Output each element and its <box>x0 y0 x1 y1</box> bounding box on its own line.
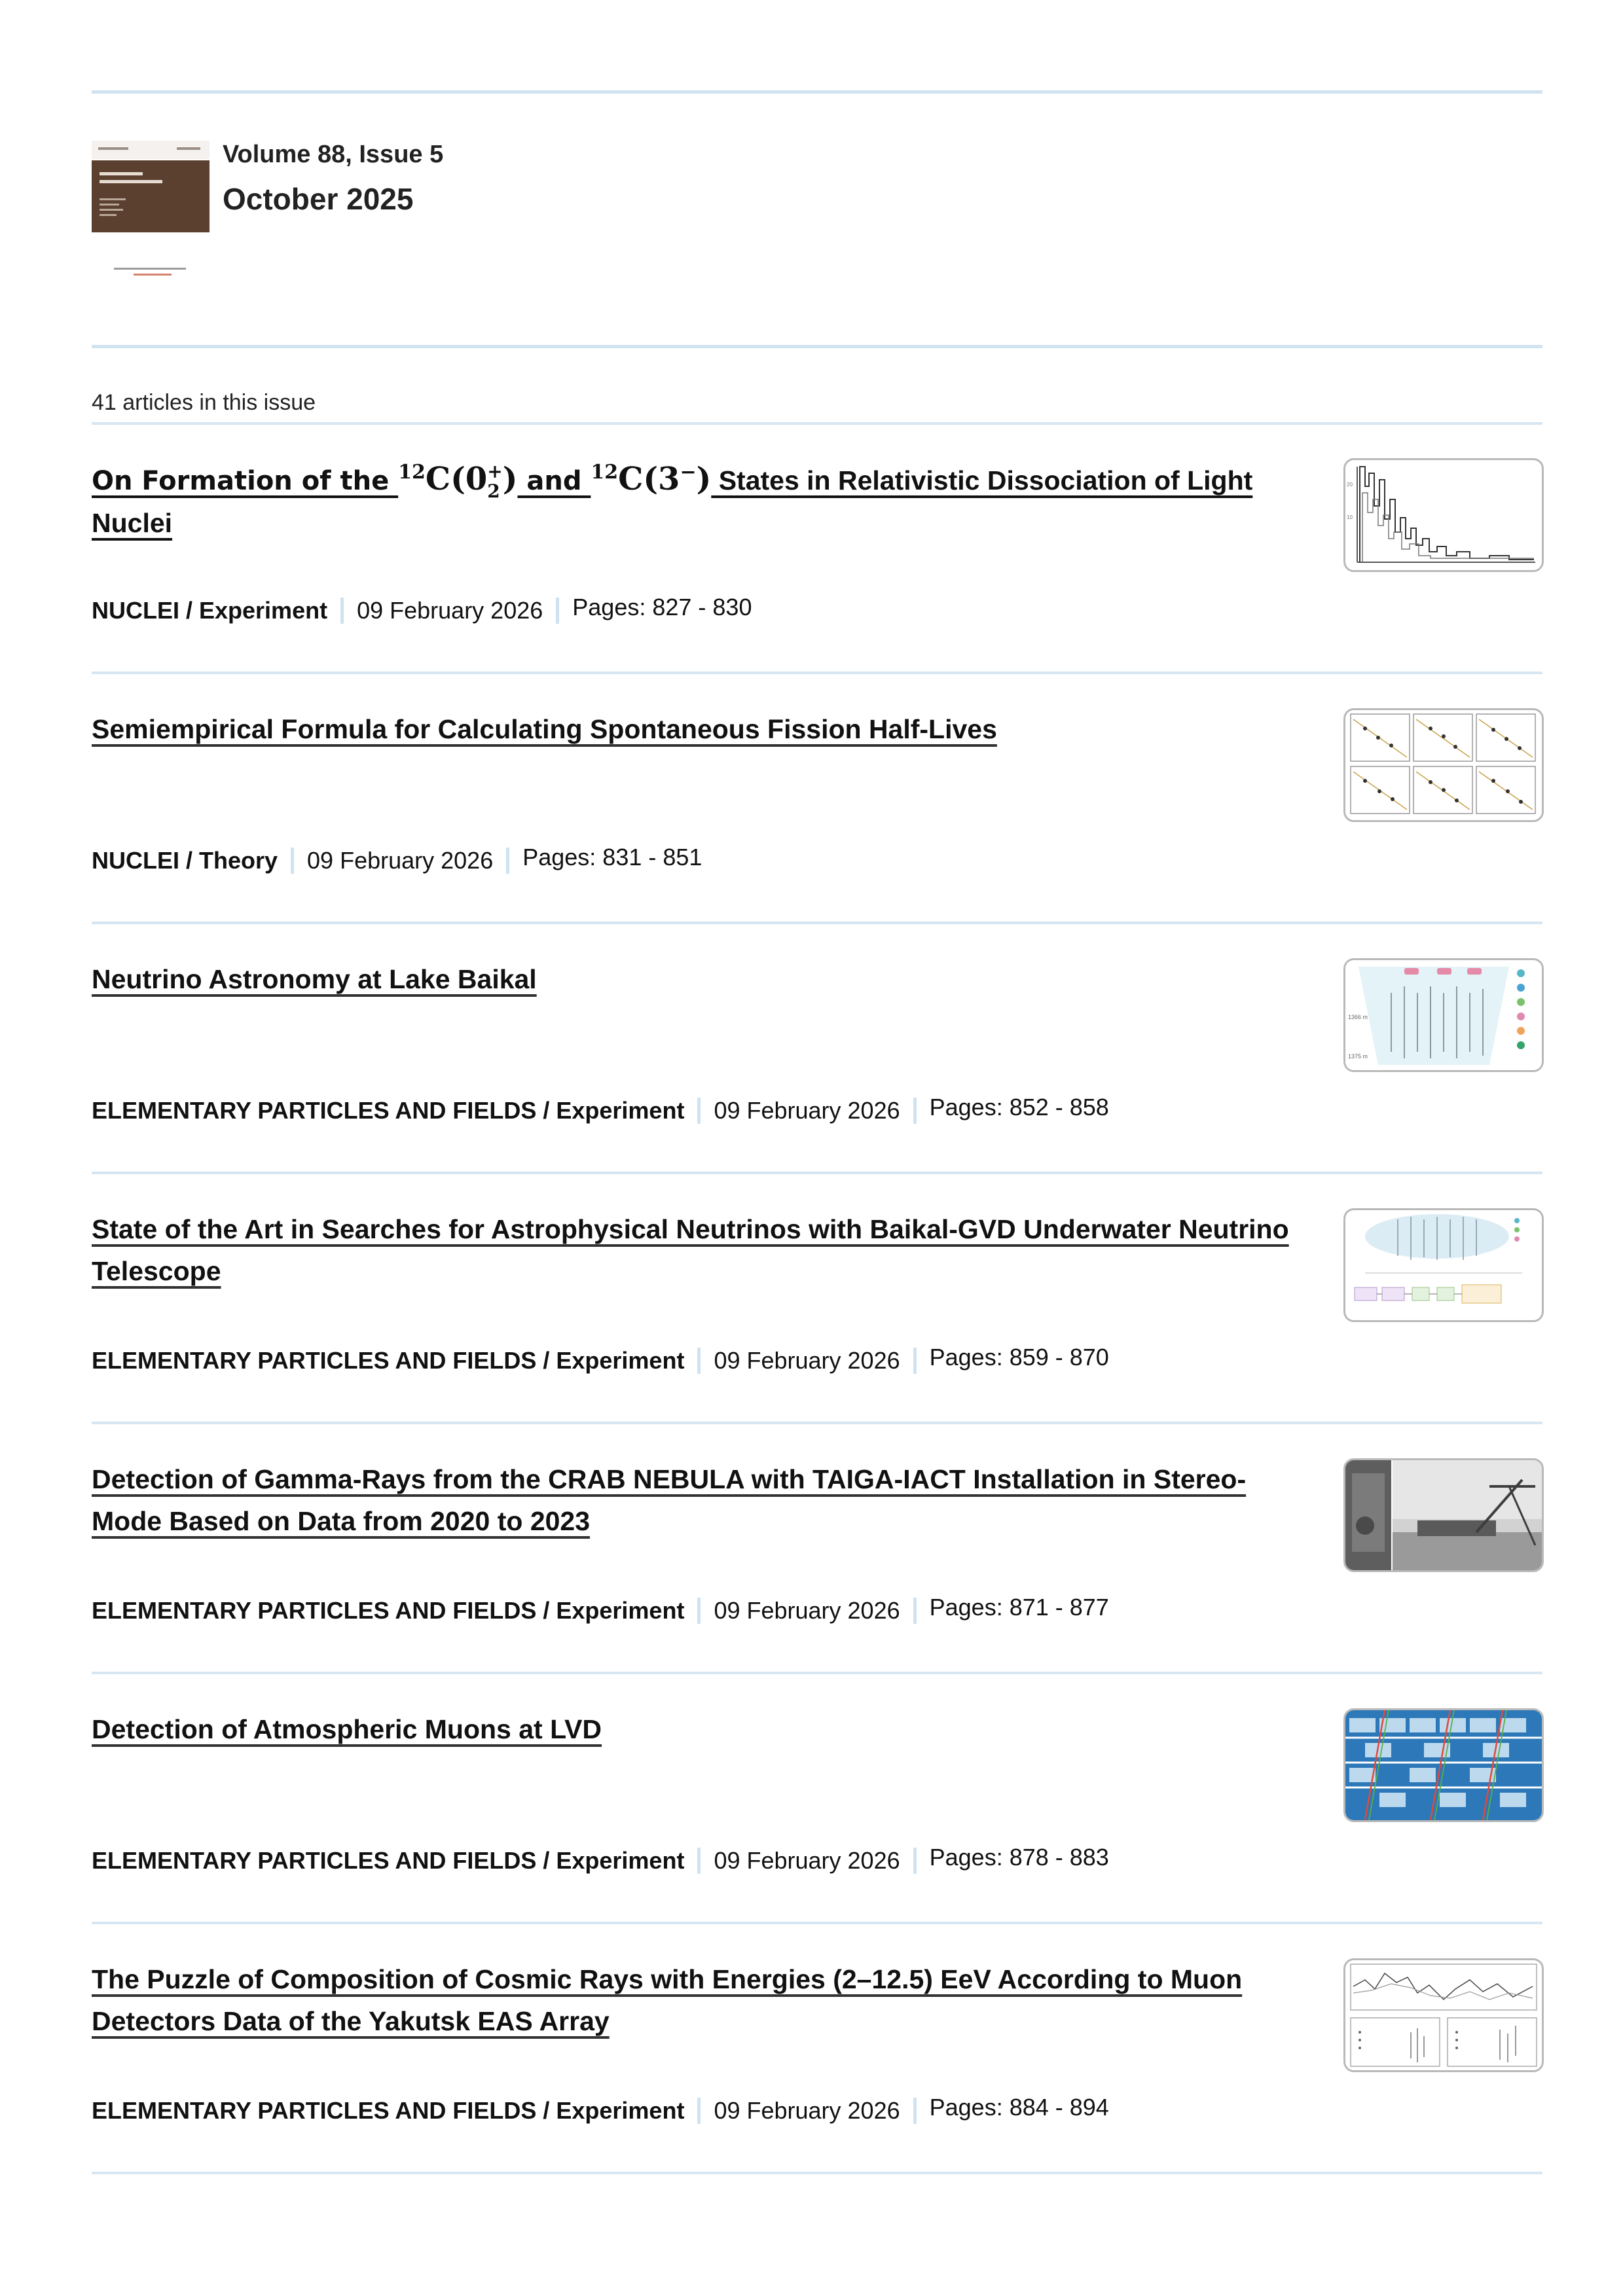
cover-title-block <box>92 160 210 232</box>
line-plots-thumbnail-icon[interactable] <box>1343 1958 1544 2072</box>
article-title <box>92 958 1290 1000</box>
header-divider <box>92 345 1542 348</box>
svg-text:10: 10 <box>1347 514 1353 520</box>
article-pages: Pages: 852 - 858 <box>929 1094 1109 1121</box>
article-pages: Pages: 827 - 830 <box>572 594 752 620</box>
article-date: 09 February 2026 <box>714 2097 900 2124</box>
article-title-link[interactable]: The Puzzle of Composition of Cosmic Rays with Energies (2–12.5) EeV According to Muon Detectors Data of the Yakutsk EAS Array <box>92 1964 1243 2036</box>
article-title-link[interactable]: State of the Art in Searches for Astrophysical Neutrinos with Baikal-GVD Underwater Neutrino Telescope <box>92 1214 1289 1286</box>
article-pages: Pages: 831 - 851 <box>522 844 702 870</box>
article-title <box>92 458 1290 544</box>
list-top-divider <box>92 422 1542 425</box>
issue-date: October 2025 <box>223 182 414 216</box>
article-date: 09 February 2026 <box>714 1347 900 1374</box>
article-section[interactable]: NUCLEI / Theory <box>92 847 278 874</box>
article-divider <box>92 1172 1542 1174</box>
issue-volume: Volume 88, Issue 5 <box>223 141 444 168</box>
math-12c-3minus: $^{12}$C(3−) <box>591 461 712 497</box>
article-title-link[interactable]: Detection of Atmospheric Muons at LVD <box>92 1714 602 1744</box>
article-meta <box>92 594 752 624</box>
article-meta <box>92 1344 1109 1374</box>
article-date: 09 February 2026 <box>714 1097 900 1124</box>
histogram-thumbnail-icon[interactable] <box>1343 458 1544 572</box>
article-title <box>92 1208 1290 1292</box>
article-date: 09 February 2026 <box>714 1597 900 1624</box>
telescope-diagram-thumbnail-icon[interactable] <box>1343 1208 1544 1322</box>
article-divider <box>92 1422 1542 1424</box>
article-item <box>92 1458 1542 1707</box>
article-section[interactable]: ELEMENTARY PARTICLES AND FIELDS / Experiment <box>92 1847 685 1874</box>
issue-header <box>92 141 1542 295</box>
article-section[interactable]: ELEMENTARY PARTICLES AND FIELDS / Experiment <box>92 2097 685 2124</box>
article-divider <box>92 922 1542 924</box>
article-title <box>92 1958 1290 2042</box>
article-title <box>92 708 1290 750</box>
math-12c-02plus: $^{12}$C(0+ 2) <box>398 460 518 502</box>
article-meta <box>92 2094 1109 2125</box>
svg-text:1366 m: 1366 m <box>1348 1014 1368 1020</box>
article-title-link[interactable]: Neutrino Astronomy at Lake Baikal <box>92 964 537 994</box>
article-divider <box>92 2172 1542 2174</box>
svg-text:20: 20 <box>1347 482 1353 488</box>
article-date: 09 February 2026 <box>357 597 543 624</box>
article-title-link[interactable]: Semiempirical Formula for Calculating Spontaneous Fission Half-Lives <box>92 714 997 744</box>
article-title <box>92 1708 1290 1750</box>
article-item <box>92 1958 1542 2207</box>
article-meta <box>92 844 702 874</box>
publisher-logo <box>107 265 192 273</box>
article-item <box>92 458 1542 707</box>
article-title-link[interactable]: On Formation of the $^{12}$C(0+ 2) and $^{12}$C(3−) States in Relativistic Dissociation of Light Nuclei <box>92 460 1253 538</box>
article-date: 09 February 2026 <box>307 847 494 874</box>
article-section[interactable]: ELEMENTARY PARTICLES AND FIELDS / Experiment <box>92 1347 685 1374</box>
article-pages: Pages: 884 - 894 <box>929 2094 1109 2121</box>
top-divider <box>92 90 1542 94</box>
article-section[interactable]: ELEMENTARY PARTICLES AND FIELDS / Experiment <box>92 1097 685 1124</box>
muon-tracks-thumbnail-icon[interactable] <box>1343 1708 1544 1822</box>
article-item <box>92 708 1542 957</box>
article-pages: Pages: 871 - 877 <box>929 1594 1109 1621</box>
article-section[interactable]: NUCLEI / Experiment <box>92 597 328 624</box>
telescope-photo-thumbnail-icon[interactable] <box>1343 1458 1544 1572</box>
scatter-grid-thumbnail-icon[interactable] <box>1343 708 1544 822</box>
svg-text:1375 m: 1375 m <box>1348 1053 1368 1060</box>
article-item <box>92 958 1542 1207</box>
detector-array-thumbnail-icon[interactable] <box>1343 958 1544 1072</box>
article-title <box>92 1458 1290 1542</box>
article-item <box>92 1708 1542 1957</box>
article-item <box>92 1208 1542 1457</box>
article-divider <box>92 1672 1542 1674</box>
article-divider <box>92 672 1542 674</box>
article-meta <box>92 1844 1109 1874</box>
articles-count: 41 articles in this issue <box>92 390 316 415</box>
journal-cover-icon[interactable] <box>92 141 210 288</box>
article-title-link[interactable]: Detection of Gamma-Rays from the CRAB NEBULA with TAIGA-IACT Installation in Stereo-Mode Based on Data from 2020 to 2023 <box>92 1464 1247 1536</box>
article-meta <box>92 1094 1109 1124</box>
article-pages: Pages: 878 - 883 <box>929 1844 1109 1871</box>
article-section[interactable]: ELEMENTARY PARTICLES AND FIELDS / Experiment <box>92 1597 685 1624</box>
article-meta <box>92 1594 1109 1624</box>
article-divider <box>92 1922 1542 1924</box>
article-date: 09 February 2026 <box>714 1847 900 1874</box>
article-pages: Pages: 859 - 870 <box>929 1344 1109 1371</box>
